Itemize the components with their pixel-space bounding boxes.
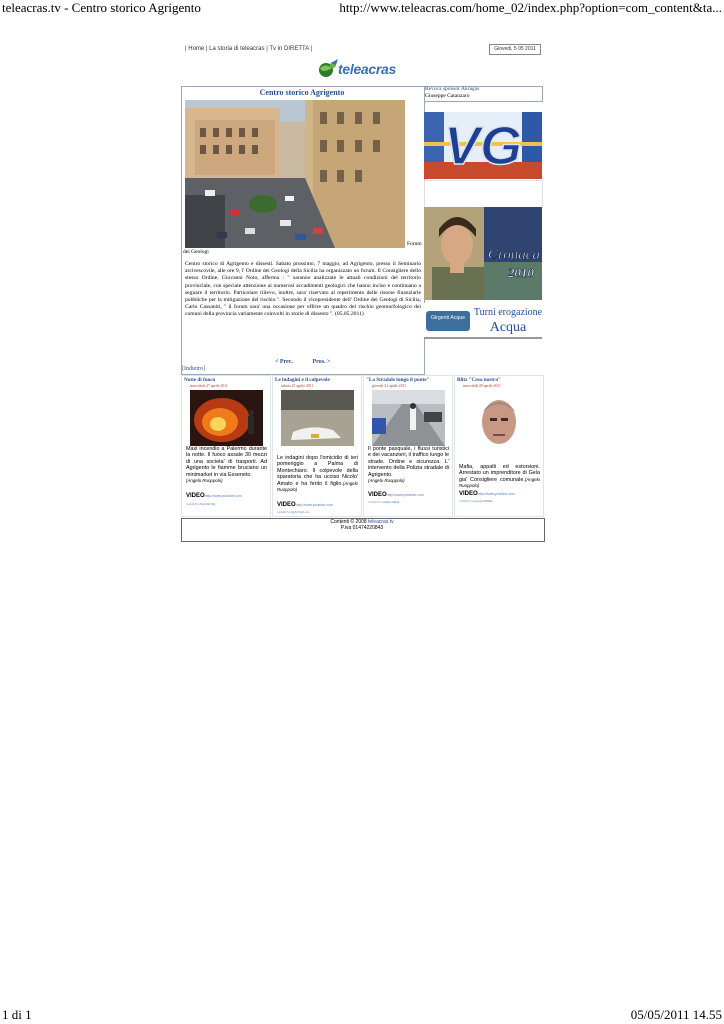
news-title[interactable]: "La Stradale lungo il ponte" bbox=[366, 377, 430, 383]
cronaca-text: Cronaca bbox=[488, 247, 540, 263]
article-pager bbox=[275, 359, 348, 365]
photo-caption: Forum bbox=[407, 241, 422, 247]
date-box: Giovedi, 5 05 2011 bbox=[489, 44, 541, 55]
site-logo[interactable] bbox=[316, 59, 406, 79]
news-image bbox=[190, 390, 263, 446]
video-link-continued[interactable]: /watch?v=4aMlp4d9hk bbox=[368, 500, 400, 504]
nav-separator: | bbox=[185, 46, 187, 52]
news-text bbox=[186, 446, 267, 484]
news-card[interactable] bbox=[272, 375, 362, 517]
news-title[interactable]: Blitz "Cosa nostra" bbox=[457, 377, 501, 383]
news-date: mercoledi 27 aprile 2011 bbox=[190, 384, 228, 388]
nav-separator: | bbox=[266, 46, 268, 52]
print-date: 05/05/2011 14.55 bbox=[630, 1007, 722, 1022]
turni-text: Turni erogazione bbox=[473, 307, 542, 318]
vg-banner[interactable] bbox=[424, 112, 542, 179]
news-card[interactable] bbox=[181, 375, 271, 517]
video-row bbox=[277, 502, 333, 508]
sidebar-news-author: Giuseppe Catanzaro bbox=[425, 93, 470, 99]
news-summary: Le indagini dopo l'omicidio di ieri pomeriggio a Palma di Montechiaro. Il colpevole della sparatoria che ha ucciso Nicolo' Amato e ha ferito il figlio. bbox=[277, 455, 358, 487]
nav-item-diretta[interactable]: Tv in DIRETTA bbox=[269, 46, 309, 52]
next-link[interactable]: Pros. > bbox=[312, 359, 331, 365]
vg-text: VG bbox=[443, 116, 523, 176]
video-link[interactable]: http://www.youtube.com bbox=[295, 503, 333, 507]
news-date: sabato 23 aprile 2011 bbox=[281, 384, 314, 388]
news-title[interactable]: Le indagini e il colpevole bbox=[275, 377, 330, 383]
print-page-title: teleacras.tv - Centro storico Agrigento bbox=[2, 0, 201, 15]
nav-item-storia[interactable]: La storia di teleacras bbox=[209, 46, 265, 52]
sidebar-news-title[interactable]: Revoca sponsor Akragas bbox=[425, 86, 480, 92]
print-page-count: 1 di 1 bbox=[2, 1007, 32, 1022]
article-title: Centro storico Agrigento bbox=[259, 88, 345, 97]
news-strip bbox=[181, 375, 542, 518]
nav-separator: | bbox=[205, 46, 208, 52]
footer-piva: P.iva 01474220843 bbox=[340, 525, 384, 531]
video-label: VIDEO bbox=[368, 492, 387, 498]
top-nav bbox=[185, 46, 312, 52]
news-summary: Maxi incendio a Palermo durante la notte. Il fuoco assale 30 mezzi di una societa' di trasporti. Ad Agrigento le fiamme bruciano un minimarket in via Esseneto. bbox=[186, 446, 267, 478]
video-label: VIDEO bbox=[277, 502, 296, 508]
video-link-continued[interactable]: /watch?v=kp4qzpd9H9k bbox=[459, 499, 493, 503]
nav-separator: | bbox=[310, 46, 313, 52]
cronaca-banner[interactable] bbox=[424, 207, 542, 300]
news-summary: Il ponte pasquale, i flussi turistici e dei vacanzieri, il traffico lungo le strade. Ordine e sicurezza. L' intervento della Polizia stradale di Agrigento. bbox=[368, 446, 449, 478]
article-body: Centro storico di Agrigento e dissesti. Sabato prossimo, 7 maggio, ad Agrigento, presso il Seminario arcivescovile, alle ore 9, l' Ordine dei Geologi della Sicilia ha organizzato un forum. Il Consigliere dello stesso Ordine, Giovanni Noto, afferma : " saranno analizzate le attuali condizioni del territorio provinciale, con speciale attenzione ai numerosi accadimenti geologici che hanno inciso e continuano a segnare il territorio. Particolare rilievo, inoltre, sara' riservato al reperimento delle risorse finanziarie pubbliche per la mitigazione del rischio ''. Secondo il vicepresidente dell' Ordine dei Geologi di Sicilia, Carlo Cassaniti, '' il forum sara' una occasione per offrire un quadro del rischio geomorfologico dei comuni della provincia variamente coinvolti in storie di dissesto ". (05.05.2011) bbox=[185, 261, 421, 318]
news-image bbox=[463, 390, 536, 446]
news-summary: Mafia, appalti ed estorsioni. Arrestato un imprenditore di Gela gia' Consigliere comunale. bbox=[459, 464, 540, 483]
girgenti-text: Girgenti Acque bbox=[430, 315, 466, 321]
news-text bbox=[368, 446, 449, 484]
nav-item-home[interactable]: Home bbox=[188, 46, 205, 52]
news-author: (Angelo Ruoppolo) bbox=[277, 480, 358, 493]
video-link[interactable]: http://www.youtube.com bbox=[477, 492, 515, 496]
news-date: mercoledi 20 aprile 2011 bbox=[463, 384, 501, 388]
footer-text bbox=[181, 519, 543, 531]
news-text bbox=[459, 464, 540, 490]
ad-placeholder bbox=[424, 180, 543, 208]
news-author: (Angelo Ruoppolo) bbox=[459, 476, 540, 489]
news-card[interactable] bbox=[454, 375, 544, 517]
video-row bbox=[368, 492, 424, 498]
video-link[interactable]: http://www.youtube.com bbox=[386, 493, 424, 497]
footer-copyright: Contenti © 2008 bbox=[330, 519, 367, 525]
news-author: (Angelo Ruoppolo) bbox=[186, 478, 223, 484]
article-photo bbox=[185, 100, 405, 248]
year-text: 2010 bbox=[508, 265, 534, 280]
prev-link[interactable]: < Prec. bbox=[275, 359, 293, 365]
logo-text: teleacras bbox=[338, 61, 397, 77]
photo-caption-continued: dei Geologi bbox=[183, 249, 209, 255]
news-text bbox=[277, 455, 358, 493]
news-title[interactable]: Notte di fuoco bbox=[184, 377, 216, 383]
video-link[interactable]: http://www.youtube.com bbox=[204, 494, 242, 498]
print-page-url: http://www.teleacras.com/home_02/index.php?option=com_content&ta... bbox=[339, 0, 722, 15]
video-label: VIDEO bbox=[186, 493, 205, 499]
video-link-continued[interactable]: /watch?v=8ncx6b3hg bbox=[186, 502, 216, 506]
acqua-text: Acqua bbox=[489, 320, 527, 335]
video-label: VIDEO bbox=[459, 491, 478, 497]
news-card[interactable] bbox=[363, 375, 453, 517]
video-link-continued[interactable]: /watch?v=0g3d7pm-ots bbox=[277, 510, 310, 514]
footer-site-link[interactable]: teleacras.tv bbox=[368, 519, 394, 525]
back-link[interactable]: [Indietro] bbox=[182, 366, 205, 372]
news-date: giovedi 21 aprile 2011 bbox=[372, 384, 407, 388]
video-row bbox=[186, 493, 242, 499]
news-image bbox=[372, 390, 445, 446]
logo-globe-icon bbox=[316, 59, 340, 79]
news-image bbox=[281, 390, 354, 446]
news-author: (Angelo Ruoppolo) bbox=[368, 478, 405, 484]
turni-acqua-banner[interactable] bbox=[424, 303, 542, 339]
video-row bbox=[459, 491, 515, 497]
